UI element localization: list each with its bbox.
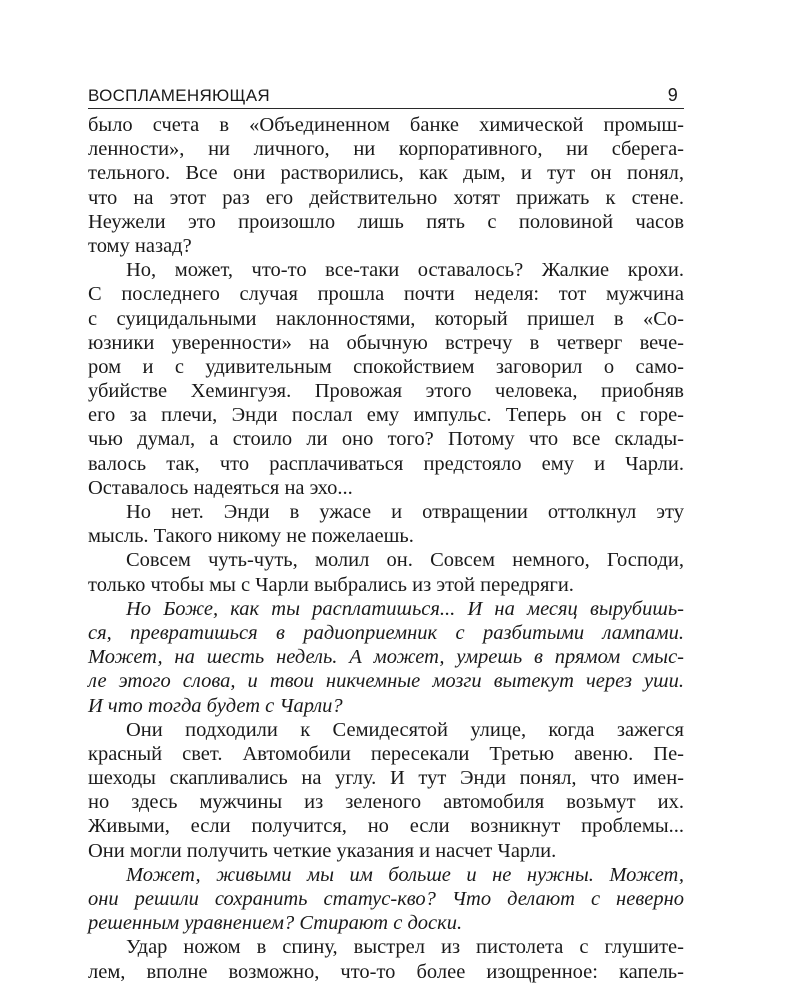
text-line: Они подходили к Семидесятой улице, когда зажегся xyxy=(126,718,684,741)
text-line: Оставалось надеяться на эхо... xyxy=(88,476,353,499)
text-line: Они могли получить четкие указания и насчет Чарли. xyxy=(88,839,557,862)
book-page xyxy=(88,80,684,984)
text-line: юзники уверенности» на обычную встречу в четверг вече- xyxy=(88,331,684,354)
italic-text-line: Может, на шесть недель. А может, умрешь в прямом смыс- xyxy=(88,646,684,669)
text-line: тому назад? xyxy=(88,234,192,257)
italic-text-line: они решили сохранить статус-кво? Что делают с неверно xyxy=(88,888,684,910)
text-line: Совсем чуть-чуть, молил он. Совсем немного, Господи, xyxy=(126,549,684,572)
italic-text-line: Может, живыми мы им больше и не нужны. Может, xyxy=(126,863,684,886)
text-line: было счета в «Объединенном банке химической промыш- xyxy=(88,114,684,136)
text-line: тельного. Все они растворились, как дым, и тут он понял, xyxy=(88,162,684,185)
italic-text-line: ле этого слова, и твои никчемные мозги вытекут через уши. xyxy=(88,670,684,693)
text-line: Неужели это произошло лишь пять с половиной часов xyxy=(88,210,684,233)
text-line: Но, может, что-то все-таки оставалось? Жалкие крохи. xyxy=(126,259,684,282)
running-header xyxy=(88,80,684,109)
text-line: Живыми, если получится, но если возникнут проблемы... xyxy=(88,815,684,838)
page-body xyxy=(88,113,684,984)
text-line: С последнего случая прошла почти неделя: тот мужчина xyxy=(88,283,684,306)
text-line: убийстве Хемингуэя. Провожая этого человека, приобняв xyxy=(88,380,684,403)
text-line: Удар ножом в спину, выстрел из пистолета с глушите- xyxy=(126,936,684,959)
text-line: что на этот раз его действительно хотят прижать к стене. xyxy=(88,186,684,209)
text-line: ленности», ни личного, ни корпоративного, ни сберега- xyxy=(88,138,684,161)
text-line: ром и с удивительным спокойствием заговорил о само- xyxy=(88,355,684,378)
text-line: Но нет. Энди в ужасе и отвращении оттолкнул эту xyxy=(126,501,684,523)
italic-text-line: решенным уравнением? Стирают с доски. xyxy=(88,912,463,935)
running-title: ВОСПЛАМЕНЯЮЩАЯ xyxy=(88,86,270,105)
page-number: 9 xyxy=(667,85,678,105)
text-line: с суицидальными наклонностями, который пришел в «Со- xyxy=(88,307,684,330)
text-line: только чтобы мы с Чарли выбрались из этой передряги. xyxy=(88,573,574,596)
text-line: но здесь мужчины из зеленого автомобиля возьмут их. xyxy=(88,791,684,814)
text-line: его за плечи, Энди послал ему импульс. Теперь он с горе- xyxy=(88,404,684,427)
text-line: лем, вполне возможно, что-то более изощренное: капель- xyxy=(88,960,684,983)
text-line: чью думал, а стоило ли оно того? Потому что все склады- xyxy=(88,428,684,451)
italic-text-line: И что тогда будет с Чарли? xyxy=(88,694,343,717)
italic-text-line: ся, превратишься в радиоприемник с разбитыми лампами. xyxy=(88,621,684,644)
text-line: валось так, что расплачиваться предстояло ему и Чарли. xyxy=(88,452,684,475)
text-line: мысль. Такого никому не пожелаешь. xyxy=(88,525,414,548)
text-line: шеходы скапливались на углу. И тут Энди понял, что имен- xyxy=(88,767,684,790)
italic-text-line: Но Боже, как ты расплатишься... И на месяц вырубишь- xyxy=(126,597,684,620)
text-line: красный свет. Автомобили пересекали Третью авеню. Пе- xyxy=(88,742,684,765)
